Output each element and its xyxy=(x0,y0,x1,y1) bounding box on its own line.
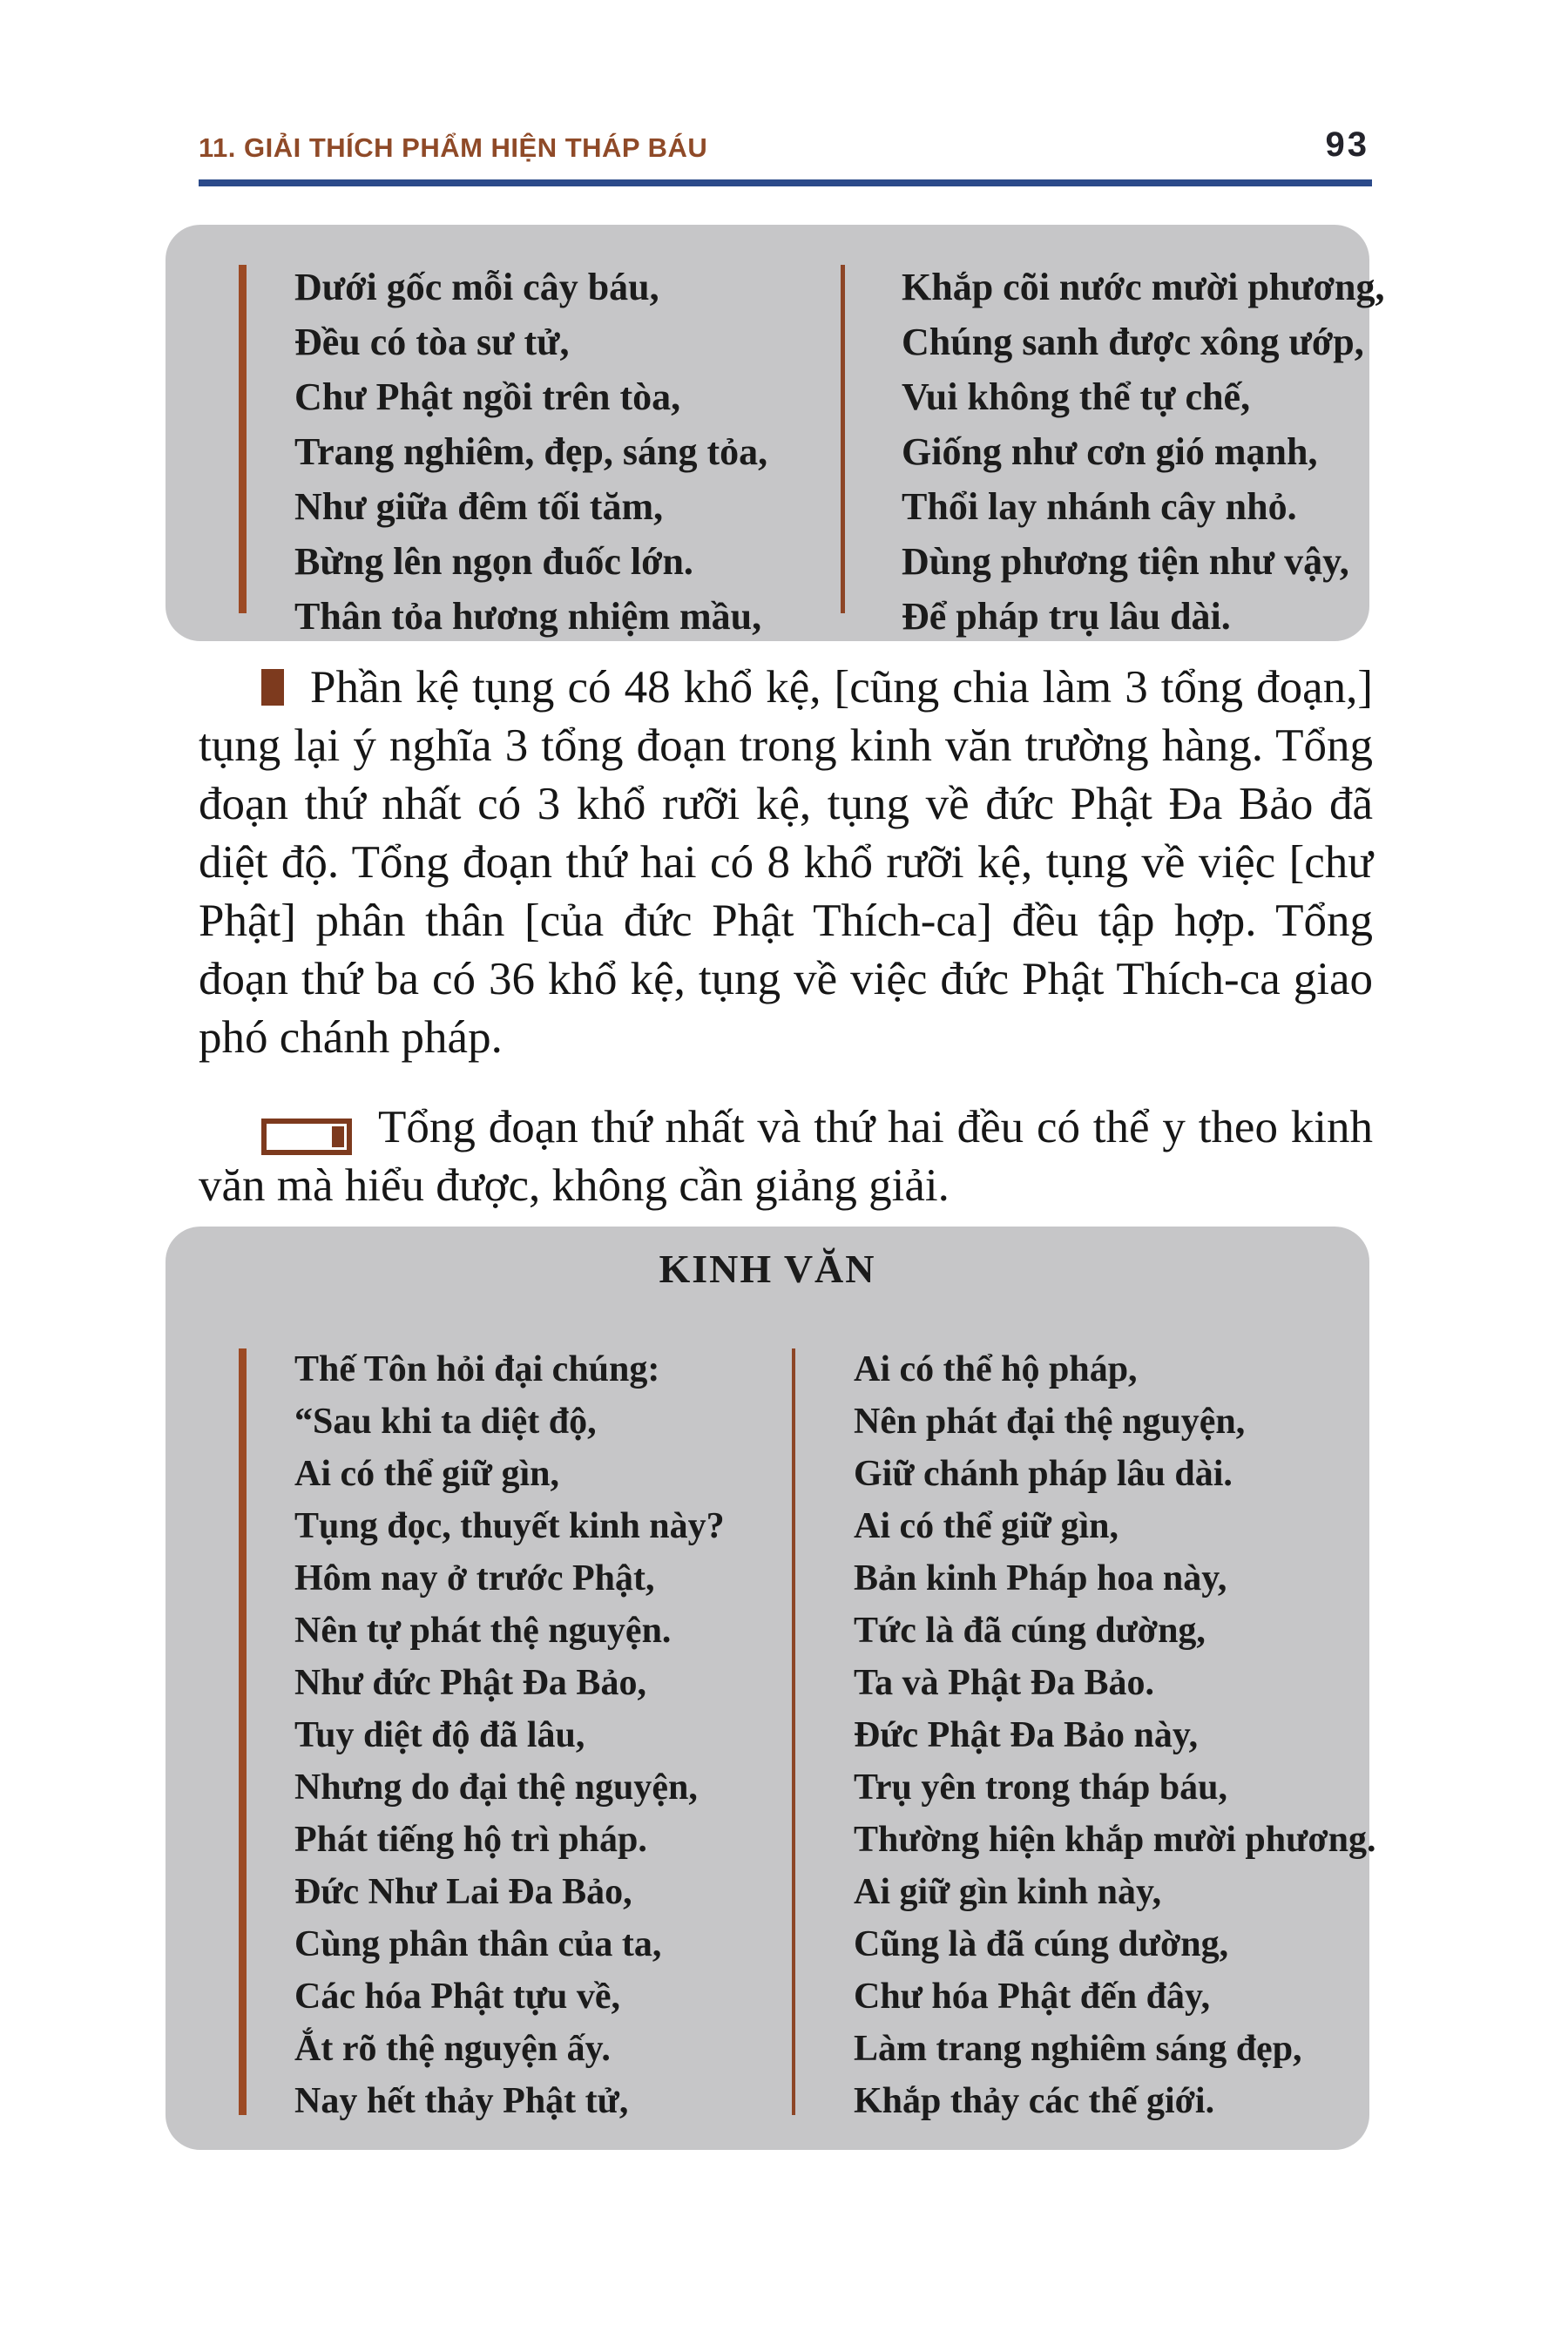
verse-line: Thân tỏa hương nhiệm mầu, xyxy=(294,595,762,638)
verse-line: Các hóa Phật tựu về, xyxy=(294,1977,621,2017)
verse-line: Ta và Phật Đa Bảo. xyxy=(854,1663,1155,1703)
outlined-square-bullet-icon xyxy=(261,1119,352,1155)
verse-line: Ai giữ gìn kinh này, xyxy=(854,1872,1162,1912)
commentary-paragraph xyxy=(199,659,1373,1067)
verse-line: Nay hết thảy Phật tử, xyxy=(294,2081,629,2121)
kinh-van-column-right xyxy=(854,1343,1375,2127)
verse-left-bar xyxy=(239,1348,247,2115)
chapter-heading: 11. GIẢI THÍCH PHẨM HIỆN THÁP BÁU xyxy=(199,132,708,163)
verse-line: Bản kinh Pháp hoa này, xyxy=(854,1558,1227,1598)
verse-line: Như giữa đêm tối tăm, xyxy=(294,485,664,528)
verse-line: Để pháp trụ lâu dài. xyxy=(902,595,1231,638)
verse-line: Dưới gốc mỗi cây báu, xyxy=(294,266,659,308)
verse-line: Làm trang nghiêm sáng đẹp, xyxy=(854,2029,1302,2069)
verse-line: Giống như cơn gió mạnh, xyxy=(902,430,1318,473)
verse-line: Thổi lay nhánh cây nhỏ. xyxy=(902,485,1297,528)
verse-line: “Sau khi ta diệt độ, xyxy=(294,1402,597,1442)
verse-line: Vui không thể tự chế, xyxy=(902,375,1251,418)
verse-line: Đều có tòa sư tử, xyxy=(294,321,570,363)
verse-line: Cũng là đã cúng dường, xyxy=(854,1924,1229,1964)
kinh-van-title: KINH VĂN xyxy=(659,1247,876,1291)
verse-line: Tức là đã cúng dường, xyxy=(854,1611,1206,1651)
verse-line: Khắp thảy các thế giới. xyxy=(854,2081,1215,2121)
verse-line: Chư Phật ngồi trên tòa, xyxy=(294,375,681,418)
page-number: 93 xyxy=(1325,125,1369,164)
commentary-section xyxy=(199,659,1373,1215)
verse-line: Ắt rõ thệ nguyện ấy. xyxy=(294,2029,611,2069)
verse-line: Trụ yên trong tháp báu, xyxy=(854,1767,1228,1808)
verse-line: Chư hóa Phật đến đây, xyxy=(854,1977,1211,2017)
paragraph-text: Phần kệ tụng có 48 khổ kệ, [cũng chia làm 3 tổng đoạn,] tụng lại ý nghĩa 3 tổng đoạn trong kinh văn trường hàng. Tổng đoạn thứ nhất có 3 khổ rưỡi kệ, tụng về đức Phật Đa Bảo đã diệt độ. Tổng đoạn thứ hai có 8 khổ rưỡi kệ, tụng về việc [chư Phật] phân thân [của đức Phật Thích-ca] đều tập hợp. Tổng đoạn thứ ba có 36 khổ kệ, tụng về việc đức Phật Thích-ca giao phó chánh pháp. xyxy=(199,662,1373,1063)
verse-line: Thường hiện khắp mười phương. xyxy=(854,1820,1376,1860)
paragraph-text: Tổng đoạn thứ nhất và thứ hai đều có thể y theo kinh văn mà hiểu được, không cần giảng giải. xyxy=(199,1102,1373,1211)
verse-line: Hôm nay ở trước Phật, xyxy=(294,1558,655,1598)
verse-line: Ai có thể giữ gìn, xyxy=(854,1506,1119,1546)
verse-line: Bừng lên ngọn đuốc lớn. xyxy=(294,540,693,583)
verse-column-divider xyxy=(841,265,845,613)
verse-line: Khắp cõi nước mười phương, xyxy=(902,266,1385,308)
verse-line: Nên phát đại thệ nguyện, xyxy=(854,1402,1246,1442)
verse-line: Nên tự phát thệ nguyện. xyxy=(294,1611,672,1651)
verse-column-right xyxy=(902,260,1385,644)
verse-line: Tuy diệt độ đã lâu, xyxy=(294,1715,585,1755)
verse-line: Cùng phân thân của ta, xyxy=(294,1924,662,1964)
verse-column-divider xyxy=(792,1348,795,2115)
verse-line: Nhưng do đại thệ nguyện, xyxy=(294,1767,698,1808)
verse-line: Chúng sanh được xông ướp, xyxy=(902,321,1364,363)
verse-line: Ai có thể giữ gìn, xyxy=(294,1454,560,1494)
verse-line: Trang nghiêm, đẹp, sáng tỏa, xyxy=(294,430,768,473)
verse-line: Đức Như Lai Đa Bảo, xyxy=(294,1872,632,1912)
verse-box-top xyxy=(166,225,1385,641)
commentary-paragraph xyxy=(199,1098,1373,1215)
verse-line: Giữ chánh pháp lâu dài. xyxy=(854,1454,1233,1494)
solid-square-bullet-icon xyxy=(261,669,284,706)
verse-line: Như đức Phật Đa Bảo, xyxy=(294,1663,646,1703)
verse-line: Tụng đọc, thuyết kinh này? xyxy=(294,1506,725,1546)
verse-line: Ai có thể hộ pháp, xyxy=(854,1349,1138,1389)
header-rule xyxy=(199,179,1372,186)
kinh-van-column-left xyxy=(294,1343,725,2127)
verse-line: Đức Phật Đa Bảo này, xyxy=(854,1715,1199,1755)
verse-line: Dùng phương tiện như vậy, xyxy=(902,540,1349,583)
verse-column-left xyxy=(294,260,767,644)
verse-left-bar xyxy=(239,265,247,613)
kinh-van-box xyxy=(166,1227,1376,2150)
verse-line: Thế Tôn hỏi đại chúng: xyxy=(294,1349,660,1389)
verse-line: Phát tiếng hộ trì pháp. xyxy=(294,1820,647,1860)
